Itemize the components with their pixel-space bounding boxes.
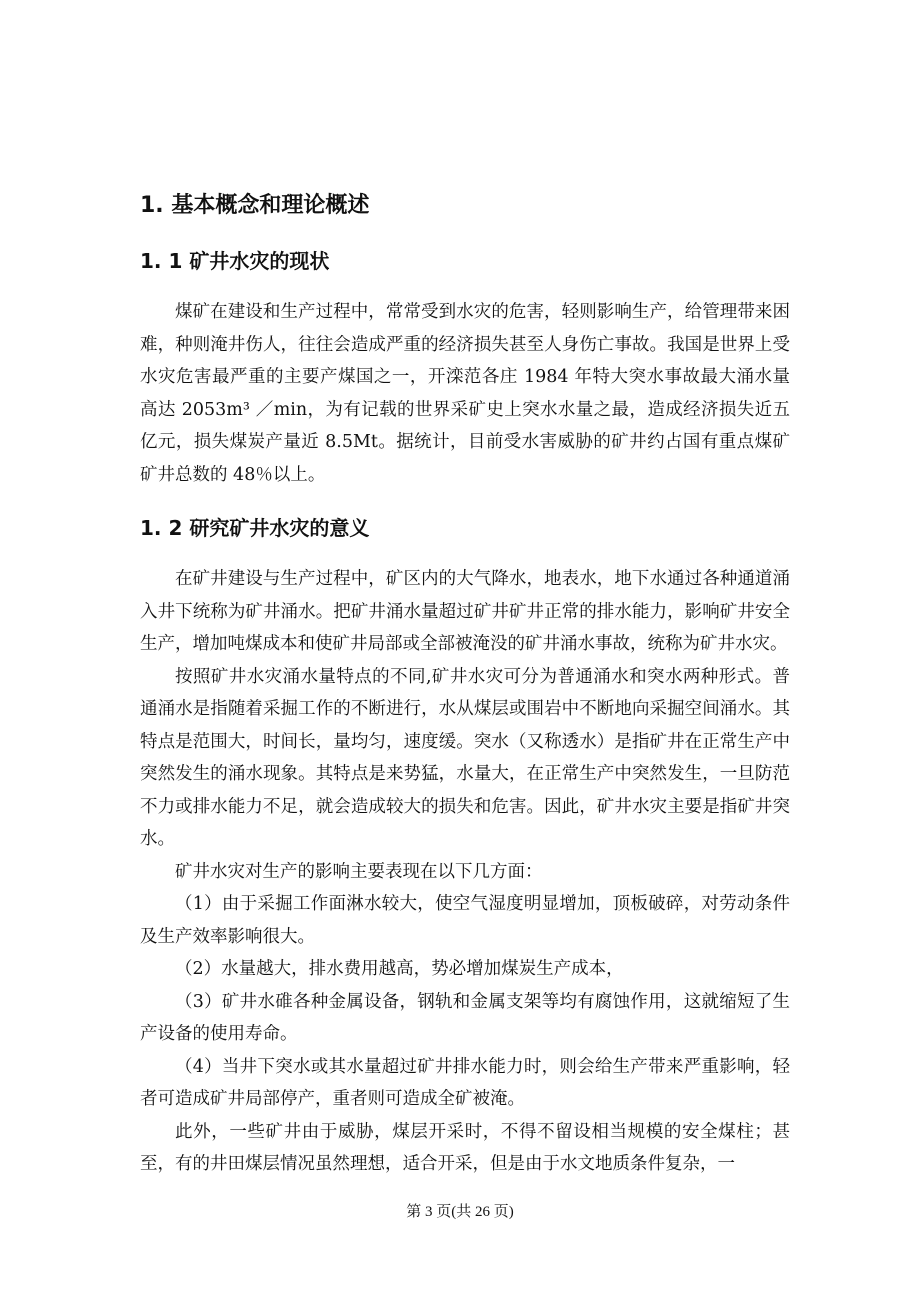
section-heading-1-2: 1. 2 研究矿井水灾的意义	[140, 516, 370, 540]
paragraph: 矿井水灾对生产的影响主要表现在以下几方面：	[175, 861, 543, 882]
paragraph: 按照矿井水灾涌水量特点的不同,矿井水灾可分为普通涌水和突水两种形式。普通涌水是指随着采掘工作的不断进行，水从煤层或围岩中不断地向采掘空间涌水。其特点是范围大，时间长，量均匀，速度缓。突水（又称透水）是指矿井在正常生产中突然发生的涌水现象。其特点是来势猛，水量大，在正常生产中突然发生，一旦防范不力或排水能力不足，就会造成较大的损失和危害。因此，矿井水灾主要是指矿井突水。	[140, 666, 790, 849]
page-footer: 第 3 页(共 26 页)	[406, 1204, 514, 1220]
paragraph: 煤矿在建设和生产过程中，常常受到水灾的危害，轻则影响生产，给管理带来困难，种则淹井伤人，往往会造成严重的经济损失甚至人身伤亡事故。我国是世界上受水灾危害最严重的主要产煤国之一，开滦范各庄 1984 年特大突水事故最大涌水量高达 2053m³ ／min，为有记载的世界采矿史上突水水量之最，造成经济损失近五亿元，损失煤炭产量近 8.5Mt。据统计，目前受水害威胁的矿井约占国有重点煤矿矿井总数的 48％以上。	[140, 302, 790, 485]
list-item: （1）由于采掘工作面淋水较大，使空气湿度明显增加，顶板破碎，对劳动条件及生产效率影响很大。	[140, 894, 790, 947]
list-item: （4）当井下突水或其水量超过矿井排水能力时，则会给生产带来严重影响，轻者可造成矿井局部停产，重者则可造成全矿被淹。	[140, 1056, 790, 1109]
chapter-heading: 1. 基本概念和理论概述	[140, 193, 370, 218]
paragraph: 此外，一些矿井由于威胁，煤层开采时，不得不留设相当规模的安全煤柱；甚至，有的井田煤层情况虽然理想，适合开采，但是由于水文地质条件复杂，一	[140, 1121, 790, 1174]
document-body	[140, 190, 790, 1181]
paragraph: 在矿井建设与生产过程中，矿区内的大气降水，地表水，地下水通过各种通道涌入井下统称为矿井涌水。把矿井涌水量超过矿井矿井正常的排水能力，影响矿井安全生产，增加吨煤成本和使矿井局部或全部被淹没的矿井涌水事故，统称为矿井水灾。	[140, 569, 790, 654]
section-heading-1-1: 1. 1 矿井水灾的现状	[140, 249, 330, 273]
list-item: （2）水量越大，排水费用越高，势必增加煤炭生产成本，	[175, 959, 624, 979]
list-item: （3）矿井水碓各种金属设备，钢轨和金属支架等均有腐蚀作用，这就缩短了生产设备的使用寿命。	[140, 991, 790, 1044]
